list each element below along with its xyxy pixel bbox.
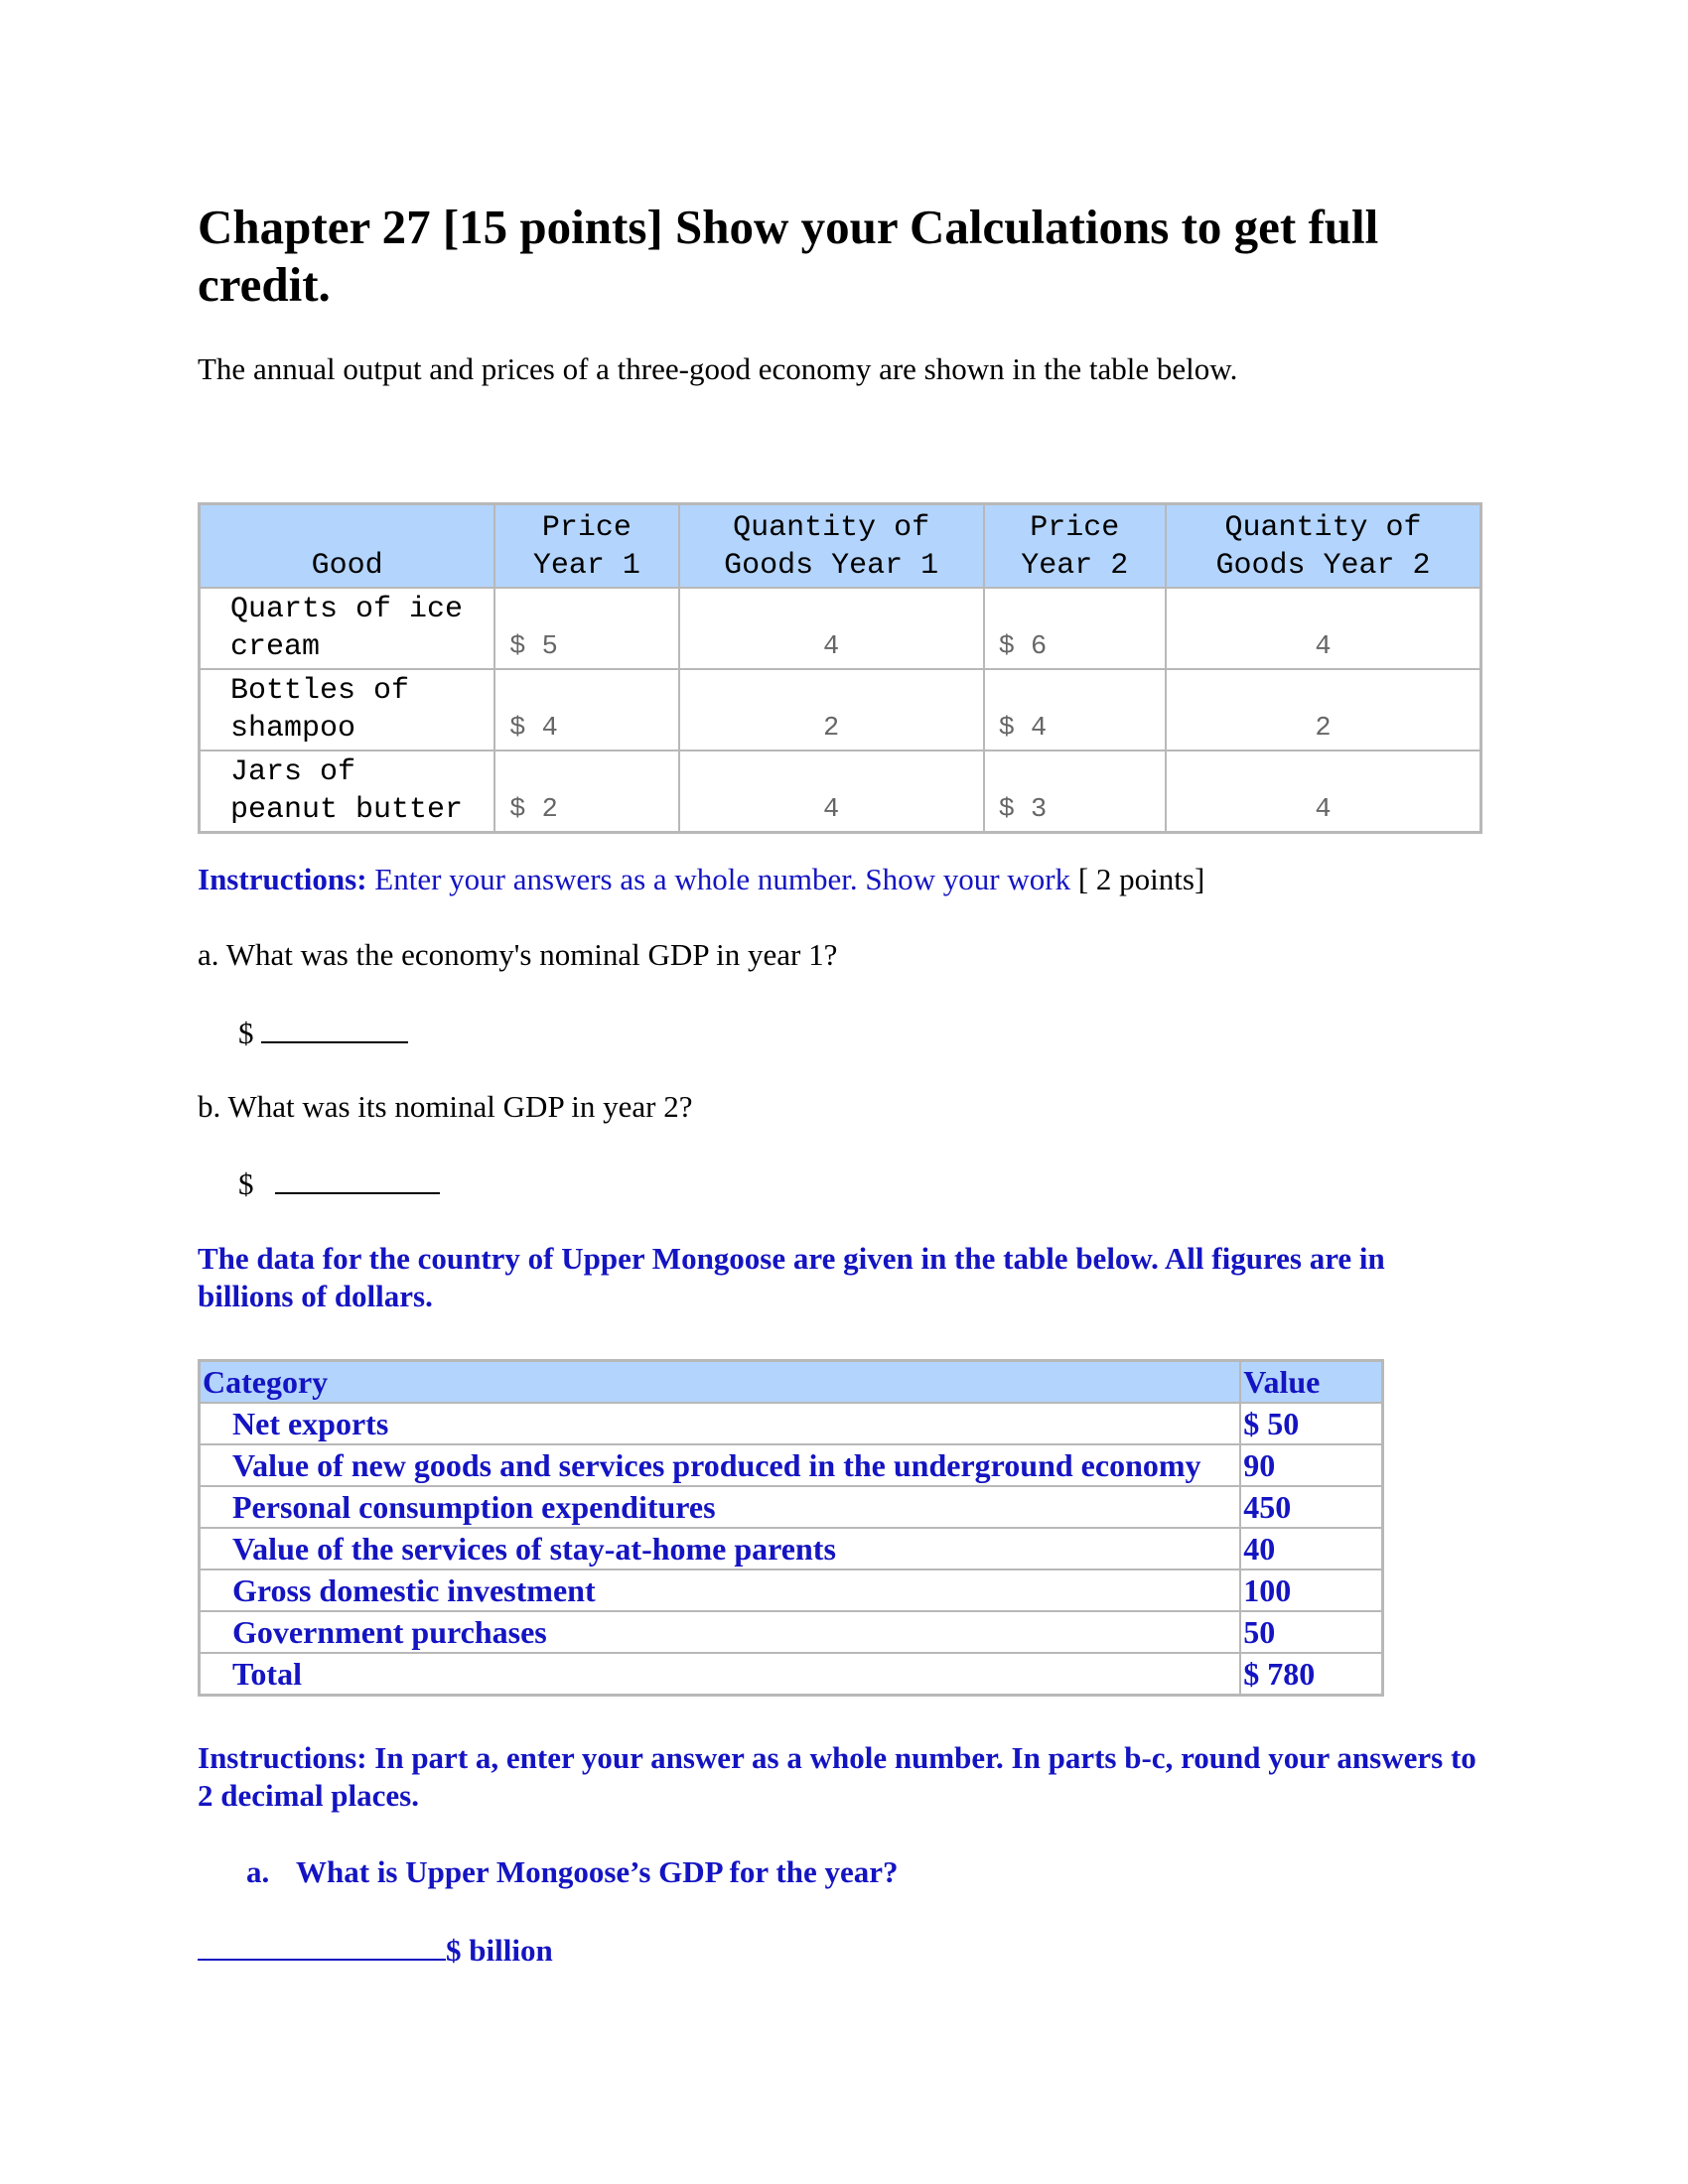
table-header-row [200, 504, 1480, 588]
price-year2-cell: $ 3 [984, 751, 1166, 832]
header-quantity-year2: Quantity of Goods Year 2 [1166, 504, 1480, 588]
question-a: a. What was the economy's nominal GDP in year 1? [198, 937, 838, 972]
header-quantity-year1: Quantity of Goods Year 1 [679, 504, 984, 588]
dollar-sign: $ [238, 1016, 254, 1050]
price-year2-cell: $ 6 [984, 588, 1166, 669]
instructions-label: Instructions: [198, 862, 367, 896]
table-row [200, 1570, 1382, 1611]
good-cell: Bottles of shampoo [200, 669, 494, 751]
header-good: Good [200, 504, 494, 588]
table-row [200, 751, 1480, 832]
good-cell: Quarts of ice cream [200, 588, 494, 669]
table-row [200, 1528, 1382, 1570]
table-row [200, 669, 1480, 751]
category-cell: Government purchases [200, 1611, 1240, 1653]
table-row [200, 1403, 1382, 1444]
value-cell: 40 [1240, 1528, 1382, 1570]
price-year2-cell: $ 4 [984, 669, 1166, 751]
header-category: Category [200, 1361, 1240, 1403]
answer-a-line [238, 1012, 408, 1053]
category-cell: Net exports [200, 1403, 1240, 1444]
value-cell: $ 50 [1240, 1403, 1382, 1444]
category-cell: Value of the services of stay-at-home parents [200, 1528, 1240, 1570]
part-a-text: What is Upper Mongoose’s GDP for the year? [296, 1854, 899, 1889]
dollar-sign: $ [238, 1166, 254, 1201]
price-year1-cell: $ 4 [494, 669, 678, 751]
good-cell: Jars of peanut butter [200, 751, 494, 832]
quantity-year2-cell: 4 [1166, 751, 1480, 832]
answer-b-line [238, 1162, 440, 1204]
table-row [200, 1611, 1382, 1653]
part-a-question [246, 1852, 898, 1892]
part-a-answer-blank[interactable] [198, 1929, 446, 1961]
value-cell: 90 [1240, 1444, 1382, 1486]
header-price-year1: Price Year 1 [494, 504, 678, 588]
billion-label: $ billion [446, 1933, 553, 1968]
intro-text: The annual output and prices of a three-good economy are shown in the table below. [198, 351, 1238, 386]
three-good-table [198, 502, 1482, 834]
answer-a-blank[interactable] [261, 1012, 408, 1043]
quantity-year1-cell: 4 [679, 751, 984, 832]
part-a-answer-line [198, 1929, 553, 1971]
category-cell: Gross domestic investment [200, 1570, 1240, 1611]
instructions-points: [ 2 points] [1070, 862, 1205, 896]
table-header-row [200, 1361, 1382, 1403]
quantity-year1-cell: 2 [679, 669, 984, 751]
category-cell: Total [200, 1653, 1240, 1695]
table-row [200, 588, 1480, 669]
part-a-letter: a. [246, 1854, 270, 1889]
category-cell: Personal consumption expenditures [200, 1486, 1240, 1528]
instructions-1 [198, 860, 1204, 899]
price-year1-cell: $ 5 [494, 588, 678, 669]
question-b: b. What was its nominal GDP in year 2? [198, 1089, 693, 1124]
header-value: Value [1240, 1361, 1382, 1403]
value-cell: $ 780 [1240, 1653, 1382, 1695]
table-row [200, 1653, 1382, 1695]
value-cell: 50 [1240, 1611, 1382, 1653]
table-row [200, 1486, 1382, 1528]
quantity-year2-cell: 2 [1166, 669, 1480, 751]
page-title: Chapter 27 [15 points] Show your Calculations to get full credit. [198, 200, 1379, 312]
mongoose-intro: The data for the country of Upper Mongoose are given in the table below. All figures are in billions of dollars. [198, 1241, 1385, 1313]
price-year1-cell: $ 2 [494, 751, 678, 832]
instructions-text: Enter your answers as a whole number. Show your work [366, 862, 1071, 896]
table-row [200, 1444, 1382, 1486]
answer-b-blank[interactable] [275, 1162, 440, 1194]
upper-mongoose-table [198, 1359, 1384, 1697]
value-cell: 100 [1240, 1570, 1382, 1611]
quantity-year1-cell: 4 [679, 588, 984, 669]
value-cell: 450 [1240, 1486, 1382, 1528]
header-price-year2: Price Year 2 [984, 504, 1166, 588]
instructions-2: Instructions: In part a, enter your answer as a whole number. In parts b-c, round your answers to 2 decimal places. [198, 1740, 1477, 1813]
quantity-year2-cell: 4 [1166, 588, 1480, 669]
category-cell: Value of new goods and services produced in the underground economy [200, 1444, 1240, 1486]
